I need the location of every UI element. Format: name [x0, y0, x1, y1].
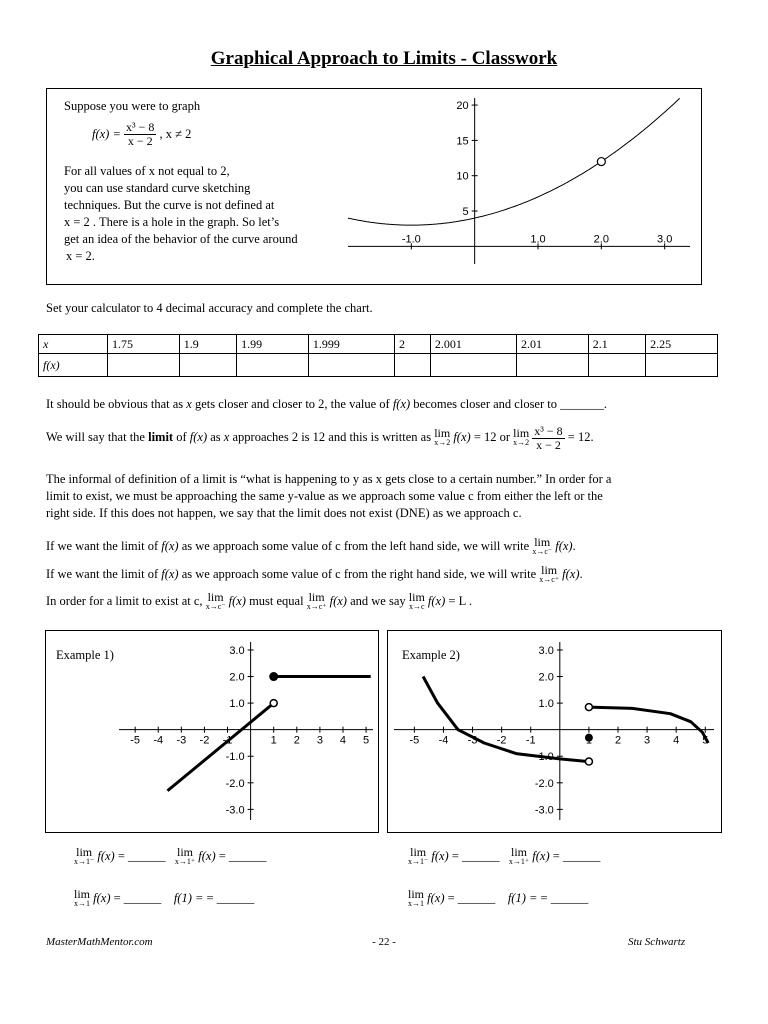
lim-word: lim [408, 887, 425, 901]
table-cell-x: 1.75 [108, 335, 180, 354]
example2-title: Example 2) [402, 648, 460, 662]
lim-c-plus [306, 590, 327, 611]
page-title: Graphical Approach to Limits - Classwork [210, 48, 558, 69]
x-tick-label: 5 [702, 734, 709, 747]
x-tick-label: 1.0 [530, 233, 546, 246]
x-tick-label: 4 [673, 734, 680, 747]
fx-term: f(x) [427, 890, 445, 905]
exist-part4: = L . [448, 593, 473, 608]
func-lhs: f(x) = [92, 127, 121, 141]
lim-sub: x→c⁺ [306, 602, 327, 611]
y-tick-label: 1.0 [538, 698, 554, 711]
answer-blank[interactable]: = ______ [113, 890, 162, 905]
exist-line [46, 590, 473, 611]
informal-line2: limit to exist, we must be approaching the same y-value as we approach some value c from either the left or the [46, 489, 603, 503]
fx-term: f(x) [562, 566, 580, 581]
lim-c [408, 590, 425, 611]
intro-p4: x = 2 . There is a hole in the graph. So let’s [64, 215, 280, 229]
y-tick-label: -3.0 [534, 804, 554, 817]
lim-sub: x→1 [74, 899, 90, 908]
lim-1 [408, 887, 425, 908]
x-tick-label: -1.0 [401, 233, 421, 246]
example1-title: Example 1) [56, 648, 114, 662]
value-table [38, 334, 718, 377]
exist-part2: must equal [249, 593, 304, 608]
function-curve [348, 98, 680, 225]
table-row-fx [39, 354, 718, 377]
y-tick-label: 5 [462, 206, 469, 219]
x-tick-label: 5 [363, 734, 370, 747]
hole-point [597, 158, 605, 166]
y-tick-label: -2.0 [225, 777, 245, 790]
lim-sub: x→c⁻ [532, 547, 553, 556]
footer-left: MasterMathMentor.com [46, 936, 153, 948]
fx-term: f(x) [392, 397, 411, 411]
left-part2: as we approach some value of c from the left hand side, we will write [181, 538, 530, 553]
fx-term: f(x) [97, 848, 115, 863]
lim-1 [74, 887, 91, 908]
answer-blank[interactable]: _______. [560, 397, 607, 411]
lim-word: lim [410, 845, 427, 859]
footer-center: - 22 - [372, 936, 396, 948]
intro-function [92, 121, 354, 157]
informal-line1: The informal of definition of a limit is “what is happening to y as x gets close to a certain number.” In order for a [46, 472, 612, 486]
fx-term: f(x) [453, 430, 471, 444]
fx-term: f(x) [93, 890, 111, 905]
table-cell-x: 2 [395, 335, 431, 354]
intro-p2: you can use standard curve sketching [64, 181, 251, 195]
table-cell-x: 2.01 [517, 335, 589, 354]
answer-blank[interactable]: = ______ [451, 848, 500, 863]
fx-term: f(x) [161, 566, 179, 581]
lim-sub: x→1 [408, 899, 424, 908]
table-cell-fx[interactable] [646, 354, 718, 377]
lim-word: lim [177, 845, 194, 859]
right-limit-line: If we want the limit of f(x) as we approach some value of c from the right hand side, we will write lim x→c⁺ f(x). [46, 563, 583, 584]
lim-sub: x→c [409, 602, 425, 611]
func-condition: , x ≠ 2 [159, 127, 192, 141]
table-cell-x: 1.999 [308, 335, 394, 354]
fx-term: f(x) [427, 593, 446, 608]
x-tick-label: 1 [270, 734, 277, 747]
x-tick-label: -5 [130, 734, 141, 747]
graph-segment [167, 703, 273, 791]
x-tick-label: -5 [409, 734, 420, 747]
table-header-fx [39, 354, 108, 377]
lim-sub: x→1⁺ [508, 857, 530, 866]
answer-blank[interactable]: = ______ [218, 848, 267, 863]
x-tick-label: -2 [496, 734, 507, 747]
var-x: x [186, 397, 192, 411]
table-cell-fx[interactable] [430, 354, 516, 377]
fx-term: f(x) [431, 848, 449, 863]
informal-definition [46, 471, 726, 522]
x-label: x [43, 336, 49, 351]
lim-word: lim [513, 426, 530, 441]
intro-p5: get an idea of the behavior of the curve around [64, 232, 298, 246]
lim-1-minus [74, 845, 95, 866]
lim-sub: x→c⁺ [539, 575, 560, 584]
instructions: Set your calculator to 4 decimal accuracy and complete the chart. [46, 301, 373, 315]
graph-segment [423, 677, 589, 762]
lim-sub: x→2 [434, 438, 451, 448]
intro-p6: x = 2. [66, 249, 95, 263]
y-tick-label: 20 [456, 100, 469, 113]
lim-c-minus [205, 590, 226, 611]
table-cell-fx[interactable] [108, 354, 180, 377]
x-tick-label: -4 [153, 734, 164, 747]
lim-word: lim [541, 563, 558, 577]
left-part1: If we want the limit of [46, 538, 159, 553]
x-tick-label: 3 [316, 734, 323, 747]
x-tick-label: 2.0 [593, 233, 609, 246]
table-cell-fx[interactable] [179, 354, 236, 377]
right-part1: If we want the limit of [46, 566, 159, 581]
table-cell-fx[interactable] [395, 354, 431, 377]
intro-p1: For all values of x not equal to 2, [64, 164, 230, 178]
table-cell-x: 2.1 [588, 335, 645, 354]
table-cell-x: 1.99 [237, 335, 309, 354]
example1-graph [115, 636, 377, 826]
x-tick-label: -2 [199, 734, 210, 747]
answer-blank[interactable]: = ______ [552, 848, 601, 863]
f-of-1: f(1) = [173, 890, 204, 905]
lim-1-plus [508, 845, 530, 866]
obvious-part2: gets closer and closer to 2, the value of [194, 397, 390, 411]
lim-sub: x→2 [513, 438, 530, 448]
func-denominator: x − 2 [127, 134, 153, 148]
obvious-part3: becomes closer and closer to [413, 397, 557, 411]
lim-c-plus [539, 563, 560, 584]
lim-word: lim [74, 887, 91, 901]
f-of-1: f(1) = [507, 890, 538, 905]
closed-endpoint [270, 673, 278, 681]
exist-part3: and we say [350, 593, 406, 608]
lim-word: lim [534, 535, 551, 549]
lim-denominator: x − 2 [536, 437, 561, 452]
intro-line1: Suppose you were to graph [64, 99, 201, 113]
table-cell-x: 1.9 [179, 335, 236, 354]
left-limit-line: If we want the limit of f(x) as we approach some value of c from the left hand side, we will write lim x→c⁻ f(x). [46, 535, 576, 556]
answer-blank[interactable]: = ______ [206, 890, 255, 905]
x-tick-label: -4 [438, 734, 449, 747]
say-bold-limit: limit [148, 430, 174, 444]
intro-text [64, 98, 354, 265]
right-part2: as we approach some value of c from the right hand side, we will write [181, 566, 537, 581]
say-part5: = 12 or [473, 430, 511, 444]
x-tick-label: 4 [339, 734, 347, 747]
fx-term: f(x) [198, 848, 216, 863]
say-part1: We will say that the [46, 430, 145, 444]
lim-numerator: x³ − 8 [534, 423, 563, 438]
fx-term: f(x) [161, 538, 179, 553]
lim-word: lim [76, 845, 93, 859]
open-endpoint [270, 700, 277, 707]
y-tick-label: 3.0 [538, 644, 554, 657]
obvious-part1: It should be obvious that as [46, 397, 184, 411]
lim-fraction [532, 425, 564, 452]
open-endpoint [585, 704, 592, 711]
x-tick-label: 2 [293, 734, 300, 747]
table-header-x [39, 335, 108, 354]
x-tick-label: -1 [222, 734, 233, 747]
x-tick-label: 3 [644, 734, 651, 747]
lim-x-to-2b [513, 426, 530, 448]
table-cell-x: 2.001 [430, 335, 516, 354]
table-cell-fx[interactable] [517, 354, 589, 377]
obvious-line [46, 397, 607, 412]
y-tick-label: -2.0 [534, 777, 554, 790]
x-tick-label: 2 [614, 734, 622, 747]
lim-word: lim [408, 590, 425, 604]
y-tick-label: -3.0 [225, 804, 245, 817]
intro-p3: techniques. But the curve is not defined at [64, 198, 275, 212]
y-tick-label: 3.0 [229, 644, 245, 657]
lim-word: lim [207, 590, 224, 604]
fx-label: f(x) [43, 357, 60, 372]
table-row-x [39, 335, 718, 354]
fx-term: f(x) [228, 593, 246, 608]
ex2-answers-row2 [408, 887, 589, 908]
answer-blank[interactable]: = ______ [540, 890, 589, 905]
lim-sub: x→1⁺ [174, 857, 196, 866]
footer-right: Stu Schwartz [628, 936, 686, 948]
y-tick-label: -1.0 [534, 751, 554, 764]
y-tick-label: 2.0 [229, 671, 245, 684]
lim-sub: x→1⁻ [408, 857, 429, 866]
y-tick-label: 1.0 [229, 698, 245, 711]
lim-sub: x→1⁻ [74, 857, 95, 866]
lim-1-minus [408, 845, 429, 866]
example2-graph [390, 636, 718, 826]
exist-part1: In order for a limit to exist at c, [46, 593, 203, 608]
limit-statement [46, 420, 594, 454]
lim-sub: x→c⁻ [205, 602, 226, 611]
var-x: x [223, 430, 230, 444]
fx-term: f(x) [189, 430, 208, 444]
lim-x-to-2 [434, 426, 451, 448]
x-tick-label: -3 [467, 734, 478, 747]
intro-graph [346, 92, 696, 270]
y-tick-label: 10 [456, 170, 469, 183]
fx-term: f(x) [532, 848, 550, 863]
say-part2: of [176, 430, 187, 444]
x-tick-label: -3 [176, 734, 187, 747]
ex1-answers-row1 [74, 845, 267, 866]
table-cell-fx[interactable] [588, 354, 645, 377]
lim-word: lim [511, 845, 528, 859]
say-part4: approaches 2 is 12 and this is written as [232, 430, 432, 444]
ex2-answers-row1 [408, 845, 601, 866]
x-tick-label: 3.0 [657, 233, 673, 246]
table-cell-fx[interactable] [237, 354, 309, 377]
lim-word: lim [434, 426, 451, 441]
say-part3: as [210, 430, 221, 444]
y-tick-label: 15 [456, 135, 469, 148]
lim-1-plus [174, 845, 196, 866]
y-tick-label: 2.0 [538, 671, 554, 684]
lim-c-minus [532, 535, 553, 556]
x-tick-label: -1 [525, 734, 536, 747]
table-cell-fx[interactable] [308, 354, 394, 377]
y-tick-label: -1.0 [225, 751, 245, 764]
lim-word: lim [308, 590, 325, 604]
func-fraction [124, 121, 156, 148]
open-endpoint [585, 758, 592, 765]
fx-term: f(x) [329, 593, 347, 608]
answer-blank[interactable]: = ______ [117, 848, 166, 863]
say-part6: = 12. [567, 430, 594, 444]
closed-point [585, 734, 592, 741]
ex1-answers-row2 [74, 887, 255, 908]
table-cell-x: 2.25 [646, 335, 718, 354]
informal-line3: right side. If this does not happen, we say that the limit does not exist (DNE) as we approach c. [46, 506, 522, 520]
func-numerator: x³ − 8 [126, 120, 155, 134]
fx-term: f(x) [555, 538, 573, 553]
answer-blank[interactable]: = ______ [447, 890, 496, 905]
